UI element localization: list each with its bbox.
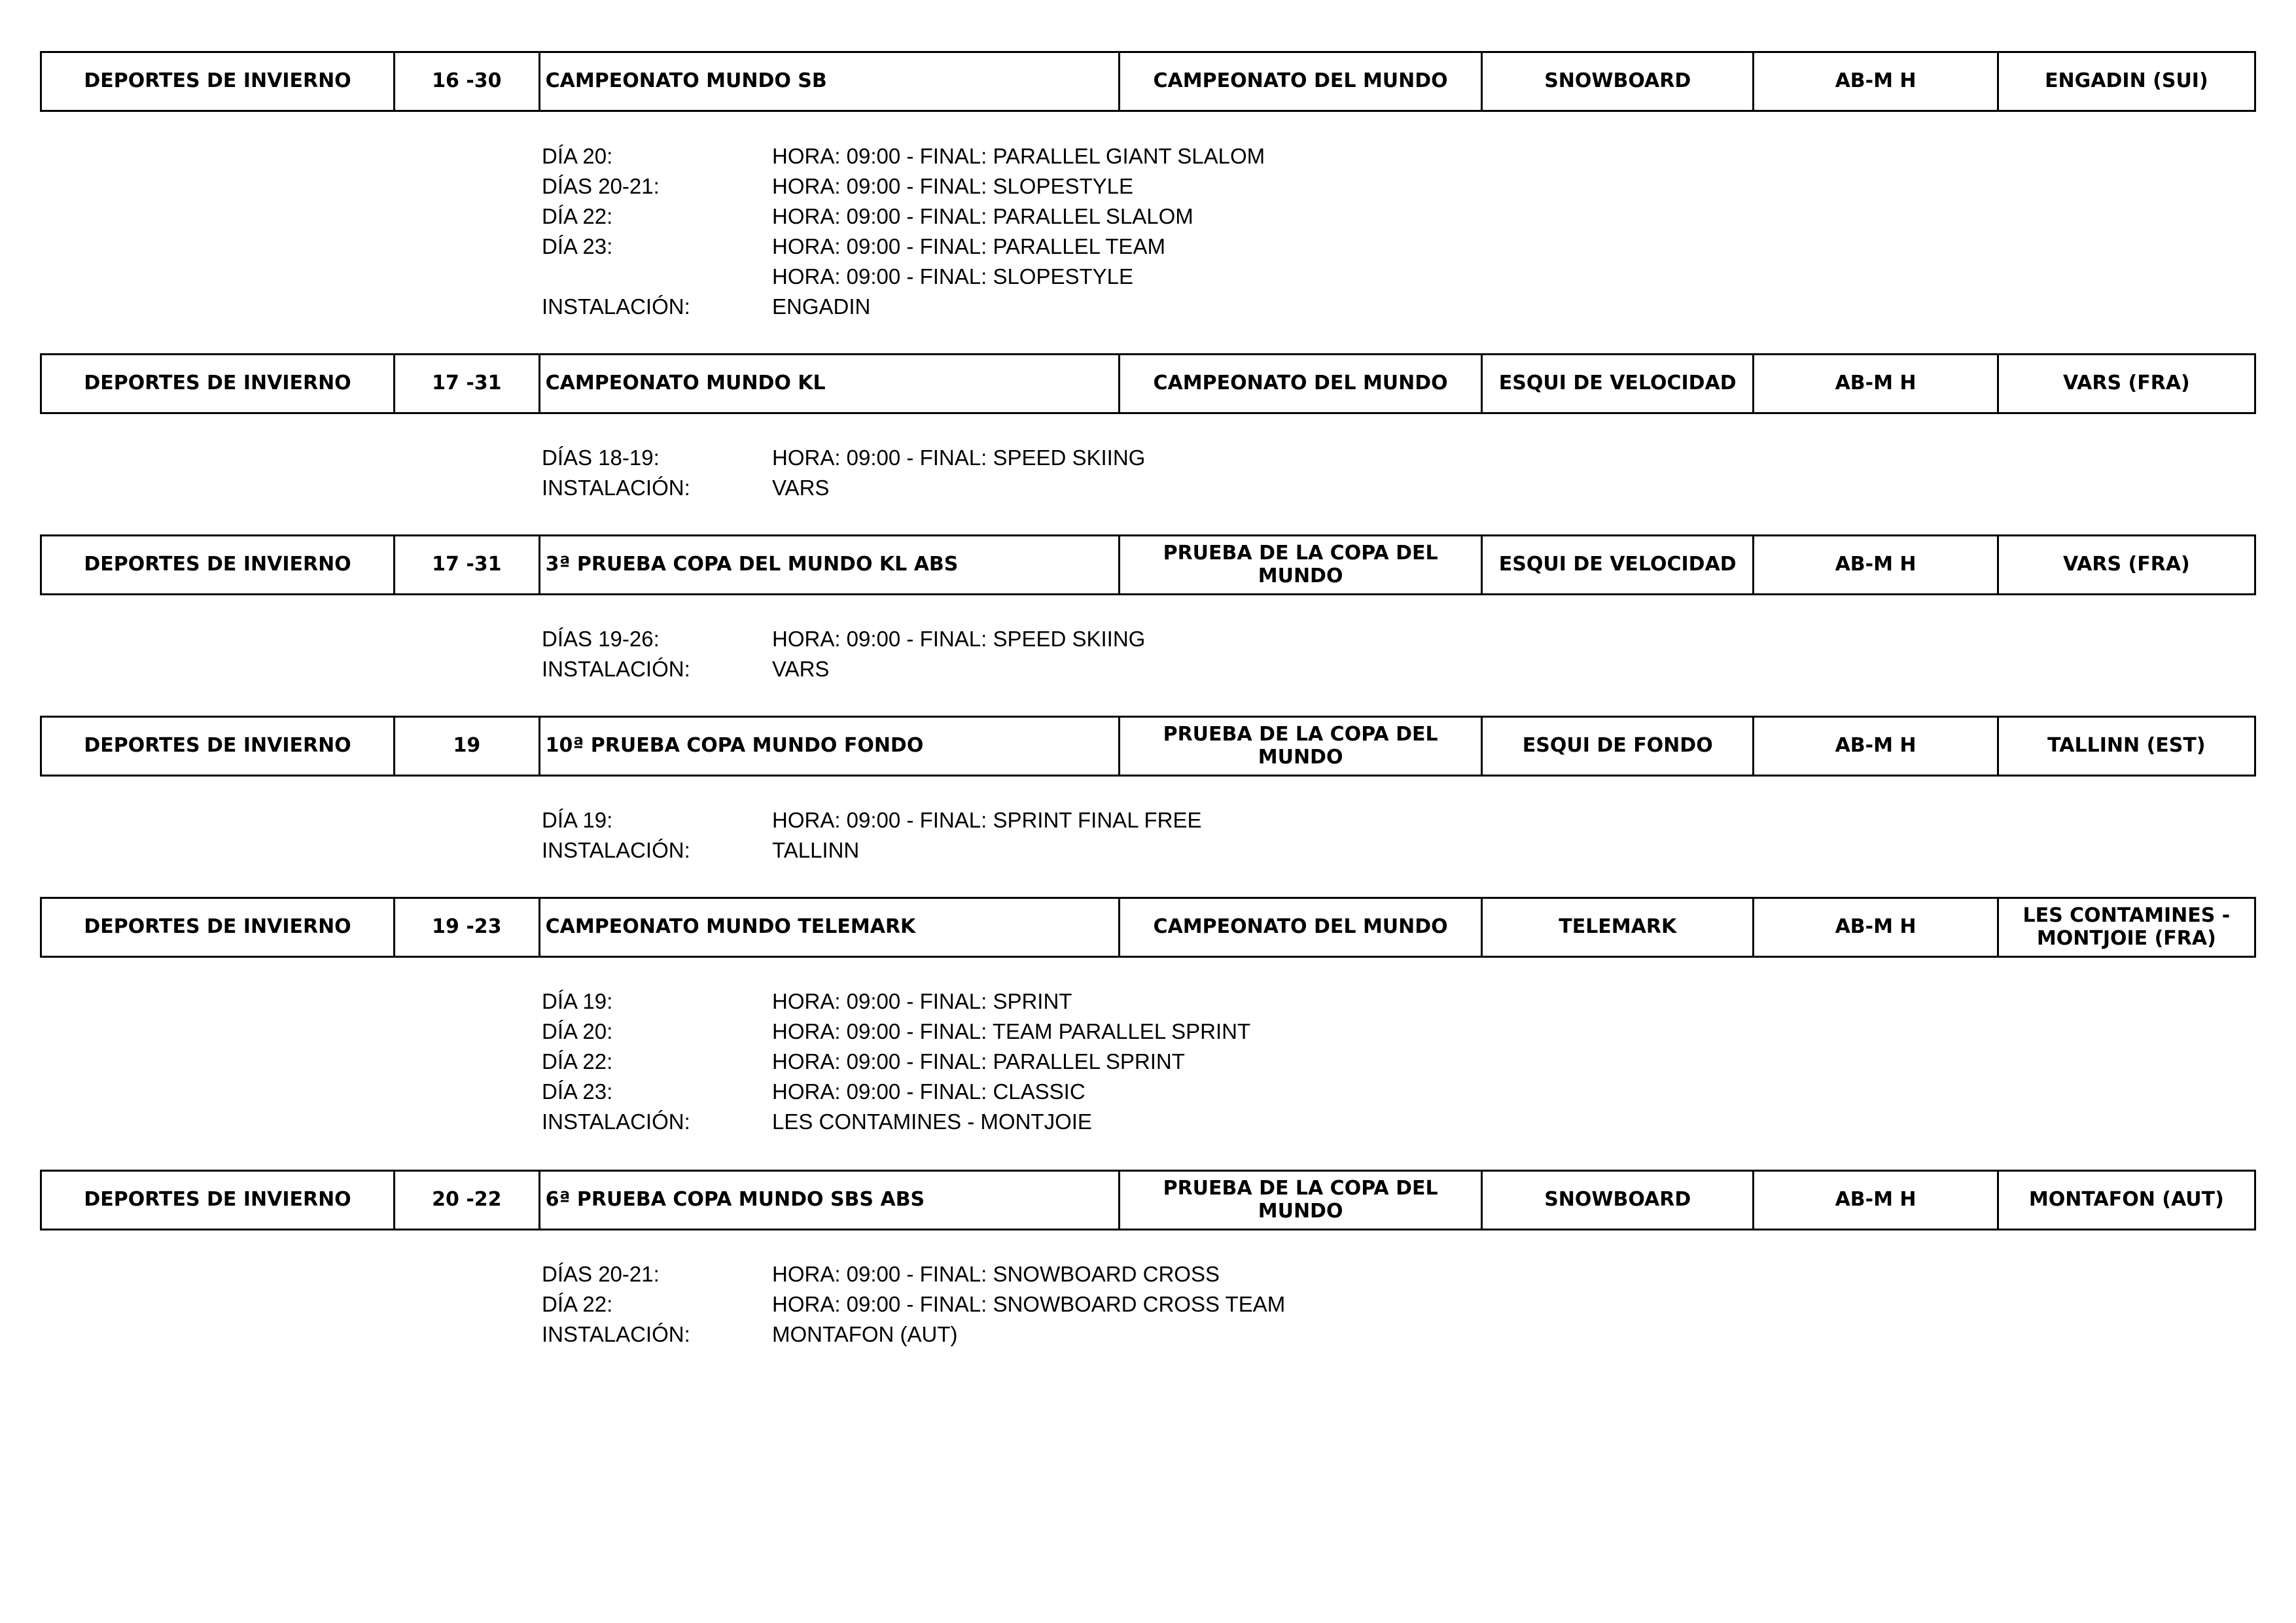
event-type-cell: CAMPEONATO DEL MUNDO <box>1120 899 1483 956</box>
detail-line <box>542 262 1265 292</box>
sport-cell: DEPORTES DE INVIERNO <box>42 355 395 412</box>
detail-label: DÍA 20: <box>542 1019 613 1043</box>
sport-cell: DEPORTES DE INVIERNO <box>42 53 395 110</box>
event-details <box>542 986 1250 1137</box>
sport-cell: DEPORTES DE INVIERNO <box>42 899 395 956</box>
dates-cell: 16 -30 <box>395 53 540 110</box>
detail-value: MONTAFON (AUT) <box>772 1322 958 1346</box>
discipline-cell: ESQUI DE VELOCIDAD <box>1483 355 1754 412</box>
detail-value: VARS <box>772 657 830 681</box>
location-cell: VARS (FRA) <box>2062 372 2190 395</box>
detail-line <box>542 835 1202 865</box>
discipline-cell: ESQUI DE VELOCIDAD <box>1483 536 1754 593</box>
event-type-cell: PRUEBA DE LA COPA DEL MUNDO <box>1120 718 1483 775</box>
event-details <box>542 1259 1285 1350</box>
detail-line <box>542 1047 1250 1077</box>
detail-label: DÍAS 18-19: <box>542 445 660 470</box>
detail-label: DÍAS 20-21: <box>542 1262 660 1286</box>
event-type-cell: PRUEBA DE LA COPA DEL MUNDO <box>1120 536 1483 593</box>
event-name-cell: 10ª PRUEBA COPA MUNDO FONDO <box>540 718 1120 775</box>
detail-value: LES CONTAMINES - MONTJOIE <box>772 1109 1092 1134</box>
detail-value: HORA: 09:00 - FINAL: PARALLEL TEAM <box>772 234 1165 258</box>
detail-value: HORA: 09:00 - FINAL: SPEED SKIING <box>772 627 1146 651</box>
event-name-cell: CAMPEONATO MUNDO SB <box>540 53 1120 110</box>
detail-label: DÍAS 20-21: <box>542 174 660 198</box>
location-cell: TALLINN (EST) <box>2047 734 2206 758</box>
sport-cell: DEPORTES DE INVIERNO <box>42 536 395 593</box>
detail-value: TALLINN <box>772 838 860 862</box>
detail-label: DÍA 22: <box>542 1049 613 1073</box>
category-cell: AB-M H <box>1754 718 1998 775</box>
event-type-cell: CAMPEONATO DEL MUNDO <box>1120 53 1483 110</box>
detail-line <box>542 1259 1285 1289</box>
category-cell: AB-M H <box>1754 1172 1998 1229</box>
detail-line <box>542 1107 1250 1137</box>
event-row <box>40 1170 2256 1230</box>
detail-line <box>542 232 1265 262</box>
detail-value: HORA: 09:00 - FINAL: CLASSIC <box>772 1079 1086 1104</box>
detail-line <box>542 805 1202 835</box>
event-details <box>542 141 1265 322</box>
detail-line <box>542 473 1145 503</box>
detail-label: INSTALACIÓN: <box>542 1322 690 1346</box>
detail-line <box>542 1077 1250 1107</box>
sport-cell: DEPORTES DE INVIERNO <box>42 718 395 775</box>
dates-cell: 17 -31 <box>395 536 540 593</box>
detail-line <box>542 1319 1285 1350</box>
detail-line <box>542 654 1145 684</box>
detail-value: HORA: 09:00 - FINAL: SPRINT <box>772 989 1072 1013</box>
detail-value: ENGADIN <box>772 294 871 319</box>
detail-value: HORA: 09:00 - FINAL: PARALLEL SPRINT <box>772 1049 1185 1073</box>
detail-line <box>542 292 1265 322</box>
category-cell: AB-M H <box>1754 53 1998 110</box>
detail-label: DÍAS 19-26: <box>542 627 660 651</box>
detail-line <box>542 171 1265 201</box>
discipline-cell: SNOWBOARD <box>1483 53 1754 110</box>
detail-label: DÍA 20: <box>542 144 613 168</box>
detail-line <box>542 1289 1285 1319</box>
category-cell: AB-M H <box>1754 355 1998 412</box>
event-row <box>40 716 2256 777</box>
detail-value: HORA: 09:00 - FINAL: TEAM PARALLEL SPRINT <box>772 1019 1251 1043</box>
detail-line <box>542 201 1265 232</box>
detail-line <box>542 1017 1250 1047</box>
discipline-cell: SNOWBOARD <box>1483 1172 1754 1229</box>
dates-cell: 20 -22 <box>395 1172 540 1229</box>
event-name-cell: 3ª PRUEBA COPA DEL MUNDO KL ABS <box>540 536 1120 593</box>
dates-cell: 17 -31 <box>395 355 540 412</box>
event-row <box>40 897 2256 958</box>
event-type-cell: PRUEBA DE LA COPA DEL MUNDO <box>1120 1172 1483 1229</box>
dates-cell: 19 -23 <box>395 899 540 956</box>
detail-label: DÍA 22: <box>542 204 613 228</box>
detail-value: VARS <box>772 476 830 500</box>
detail-label: INSTALACIÓN: <box>542 476 690 500</box>
detail-value: HORA: 09:00 - FINAL: SLOPESTYLE <box>772 174 1134 198</box>
detail-line <box>542 986 1250 1017</box>
detail-label: DÍA 23: <box>542 234 613 258</box>
location-cell: VARS (FRA) <box>2062 553 2190 576</box>
category-cell: AB-M H <box>1754 899 1998 956</box>
location-cell: LES CONTAMINES - MONTJOIE (FRA) <box>2022 904 2231 950</box>
event-row <box>40 353 2256 414</box>
detail-value: HORA: 09:00 - FINAL: PARALLEL GIANT SLALOM <box>772 144 1265 168</box>
detail-value: HORA: 09:00 - FINAL: SPRINT FINAL FREE <box>772 808 1202 832</box>
location-cell: ENGADIN (SUI) <box>2045 69 2208 93</box>
event-name-cell: 6ª PRUEBA COPA MUNDO SBS ABS <box>540 1172 1120 1229</box>
dates-cell: 19 <box>395 718 540 775</box>
event-row <box>40 534 2256 595</box>
detail-value: HORA: 09:00 - FINAL: SNOWBOARD CROSS TEAM <box>772 1292 1286 1316</box>
location-cell: MONTAFON (AUT) <box>2028 1188 2224 1212</box>
detail-label: DÍA 22: <box>542 1292 613 1316</box>
discipline-cell: ESQUI DE FONDO <box>1483 718 1754 775</box>
detail-value: HORA: 09:00 - FINAL: SLOPESTYLE <box>772 264 1134 288</box>
detail-value: HORA: 09:00 - FINAL: SPEED SKIING <box>772 445 1146 470</box>
sport-cell: DEPORTES DE INVIERNO <box>42 1172 395 1229</box>
detail-line <box>542 443 1145 473</box>
detail-line <box>542 141 1265 171</box>
detail-label: DÍA 19: <box>542 808 613 832</box>
event-details <box>542 805 1202 865</box>
detail-label: INSTALACIÓN: <box>542 838 690 862</box>
event-name-cell: CAMPEONATO MUNDO TELEMARK <box>540 899 1120 956</box>
detail-label: INSTALACIÓN: <box>542 1109 690 1134</box>
detail-label: DÍA 19: <box>542 989 613 1013</box>
event-row <box>40 51 2256 112</box>
detail-label <box>542 262 772 292</box>
category-cell: AB-M H <box>1754 536 1998 593</box>
event-name-cell: CAMPEONATO MUNDO KL <box>540 355 1120 412</box>
detail-label: INSTALACIÓN: <box>542 294 690 319</box>
detail-value: HORA: 09:00 - FINAL: PARALLEL SLALOM <box>772 204 1193 228</box>
event-details <box>542 624 1145 684</box>
detail-line <box>542 624 1145 654</box>
event-type-cell: CAMPEONATO DEL MUNDO <box>1120 355 1483 412</box>
detail-value: HORA: 09:00 - FINAL: SNOWBOARD CROSS <box>772 1262 1220 1286</box>
event-details <box>542 443 1145 503</box>
detail-label: INSTALACIÓN: <box>542 657 690 681</box>
discipline-cell: TELEMARK <box>1483 899 1754 956</box>
detail-label: DÍA 23: <box>542 1079 613 1104</box>
